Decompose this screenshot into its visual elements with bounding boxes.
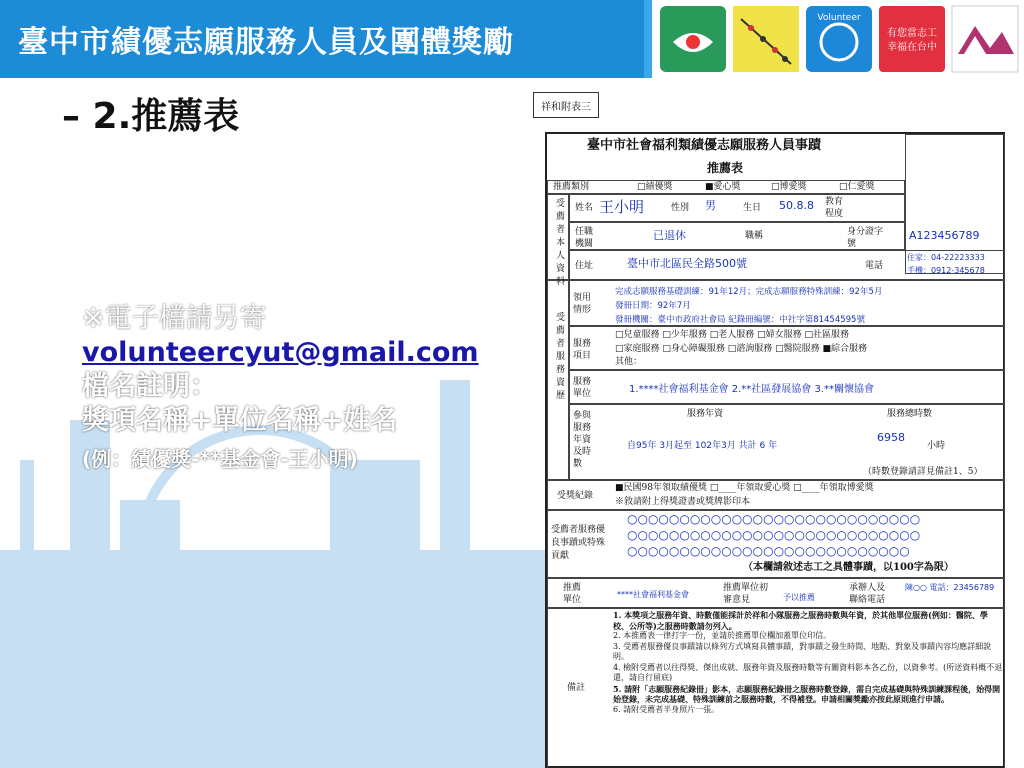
service-item-label: 服務項目 <box>573 339 592 361</box>
hours-unit: 小時 <box>927 441 946 451</box>
award-option-3: □博愛獎 <box>771 182 807 192</box>
award-option-1: □績優獎 <box>637 182 673 192</box>
slide-title: 臺中市績優志願服務人員及團體獎勵 <box>18 25 514 60</box>
svg-text:有您當志工: 有您當志工 <box>887 28 937 39</box>
birth-value: 50.8.8 <box>779 199 814 212</box>
section-heading: – 2.推薦表 <box>62 96 240 137</box>
remark-item: 3. 受薦者服務優良事蹟請以條列方式填寫具體事蹟，對事蹟之發生時間、地點、對象及事蹟內容均應詳細說明。 <box>613 641 992 661</box>
logo-hands <box>658 4 728 74</box>
phone-mobile: 手機：0912-345678 <box>907 266 985 275</box>
filename-format: 獎項名稱+單位名稱+姓名 <box>82 405 398 436</box>
gender-value: 男 <box>705 199 716 212</box>
years-label: 參與服務年資及時數 <box>573 411 592 469</box>
name-label: 姓名 <box>575 203 594 213</box>
email-note: ※電子檔請另寄 <box>82 303 267 334</box>
phone-label: 電話 <box>865 261 884 271</box>
recommendation-form <box>545 132 1005 768</box>
service-items-1: □兒童服務 □少年服務 □老人服務 □婦女服務 □社區服務 <box>615 330 849 340</box>
training-line3: 發冊機關：臺中市政府社會局 紀錄冊編號：中社字第81454595號 <box>615 315 865 325</box>
deeds-line1: ○○○○○○○○○○○○○○○○○○○○○○○○○○○○ <box>627 512 921 526</box>
remark-item: 2. 本推薦表一律打字一份，並請於推薦單位欄加蓋單位印信。 <box>613 631 832 640</box>
submission-instructions <box>82 302 522 476</box>
unit-label: 服務單位 <box>573 377 592 399</box>
filename-example: (例：績優獎-**基金會-王小明) <box>82 447 358 471</box>
award-category-label: 推薦類別 <box>553 182 590 192</box>
phone-home: 住家：04-22223333 <box>907 253 985 262</box>
filename-label: 檔名註明： <box>82 371 217 402</box>
training-line1: 完成志願服務基礎訓練：91年12月；完成志願服務特殊訓練：92年5月 <box>615 287 883 297</box>
awards-line2: ※敘請附上得獎證書或獎牌影印本 <box>615 497 751 507</box>
remark-item: 6. 請附受薦者半身照片一張。 <box>613 704 720 714</box>
email-link[interactable]: volunteercyut@gmail.com <box>82 337 479 368</box>
birth-label: 生日 <box>743 203 762 213</box>
contact-label: 承辦人及聯絡電話 <box>849 583 886 605</box>
award-option-2: ■愛心獎 <box>705 182 741 192</box>
id-label: 身分證字號 <box>847 227 884 249</box>
remark-item: 1. 本獎項之服務年資、時數僅能採計於祥和小隊服務之服務時數與年資，於其他單位服務(例如：醫院、學校、公所等)之服務時數請勿列入。 <box>613 610 988 631</box>
remark-item: 4. 檢附受薦者以往得獎、傑出成就、服務年資及服務時數等有關資料影本各乙份，以資參考。(所送資料概不退還，請自行留底) <box>613 662 1003 682</box>
training-line2: 發冊日期：92年7月 <box>615 301 691 311</box>
remarks-list <box>613 610 1003 715</box>
years-header: 服務年資 <box>687 409 724 419</box>
logo-volunteer <box>804 4 874 74</box>
service-items-2: □家庭服務 □身心障礙服務 □諮詢服務 □醫院服務 ■綜合服務 <box>615 344 867 354</box>
job-label: 任職機關 <box>575 227 594 249</box>
remarks-label: 備註 <box>567 683 586 693</box>
service-items-3: 其他： <box>615 357 643 367</box>
logo-badge <box>877 4 947 74</box>
svg-text:幸福在台中: 幸福在台中 <box>887 42 937 53</box>
addr-value: 臺中市北區民全路500號 <box>627 257 747 270</box>
units-value: 1.****社會福利基金會 2.**社區發展協會 3.**關懷協會 <box>629 384 874 395</box>
logo-mountains <box>950 4 1020 74</box>
form-subtitle: 推薦表 <box>707 161 744 175</box>
review-value: 予以推薦 <box>783 593 815 602</box>
deeds-label: 受薦者服務優良事蹟或特殊貢獻 <box>551 525 606 561</box>
form-title: 臺中市社會福利類績優志願服務人員事蹟 <box>587 138 822 153</box>
training-label: 領用情形 <box>573 293 592 315</box>
title-label: 職稱 <box>745 231 764 241</box>
job-value: 已退休 <box>653 229 686 242</box>
gender-label: 性別 <box>671 203 690 213</box>
attachment-tag: 祥和附表三 <box>533 92 599 118</box>
contact-value: 陳○○ 電話：23456789 <box>905 583 995 592</box>
name-value: 王小明 <box>599 198 645 216</box>
title-bar <box>0 0 652 78</box>
logo-strip <box>656 0 1024 78</box>
id-value: A123456789 <box>909 229 980 242</box>
deeds-line3: ○○○○○○○○○○○○○○○○○○○○○○○○○○○ <box>627 544 910 558</box>
edu-label: 教育程度 <box>825 197 844 219</box>
years-value: 自95年 3月起至 102年3月 共計 6 年 <box>627 441 778 451</box>
awards-line1: ■民國98年領取績優獎 □____年領取愛心獎 □____年領取博愛獎 <box>615 483 874 493</box>
rec-unit-label: 推薦單位 <box>563 583 582 605</box>
hours-header: 服務總時數 <box>887 409 933 419</box>
hours-note: （時數登錄請詳見備註1、5） <box>863 467 983 477</box>
addr-label: 住址 <box>575 261 594 271</box>
section2-label: 受薦者服務資歷 <box>554 312 564 403</box>
logo-volunteer-text: Volunteer <box>817 13 861 23</box>
remark-item: 5. 請附「志願服務紀錄冊」影本，志願服務紀錄冊之服務時數登錄，需自完成基礎與特殊訓練課程後，始得開始登錄，未完成基礎、特殊訓練前之服務時數，不得補登。申請相關獎勵亦按此原則進行申請。 <box>613 683 1001 704</box>
review-label: 推薦單位初審意見 <box>723 583 769 605</box>
awards-label: 受獎紀錄 <box>557 491 594 501</box>
deeds-note: （本欄請敘述志工之具體事蹟，以100字為限） <box>743 562 954 573</box>
hours-value: 6958 <box>877 431 905 444</box>
deeds-line2: ○○○○○○○○○○○○○○○○○○○○○○○○○○○○ <box>627 528 921 542</box>
logo-lights <box>731 4 801 74</box>
section1-label: 受薦者本人資料 <box>554 198 564 289</box>
award-option-4: □仁愛獎 <box>839 182 875 192</box>
rec-unit-value: ****社會福利基金會 <box>617 590 689 599</box>
